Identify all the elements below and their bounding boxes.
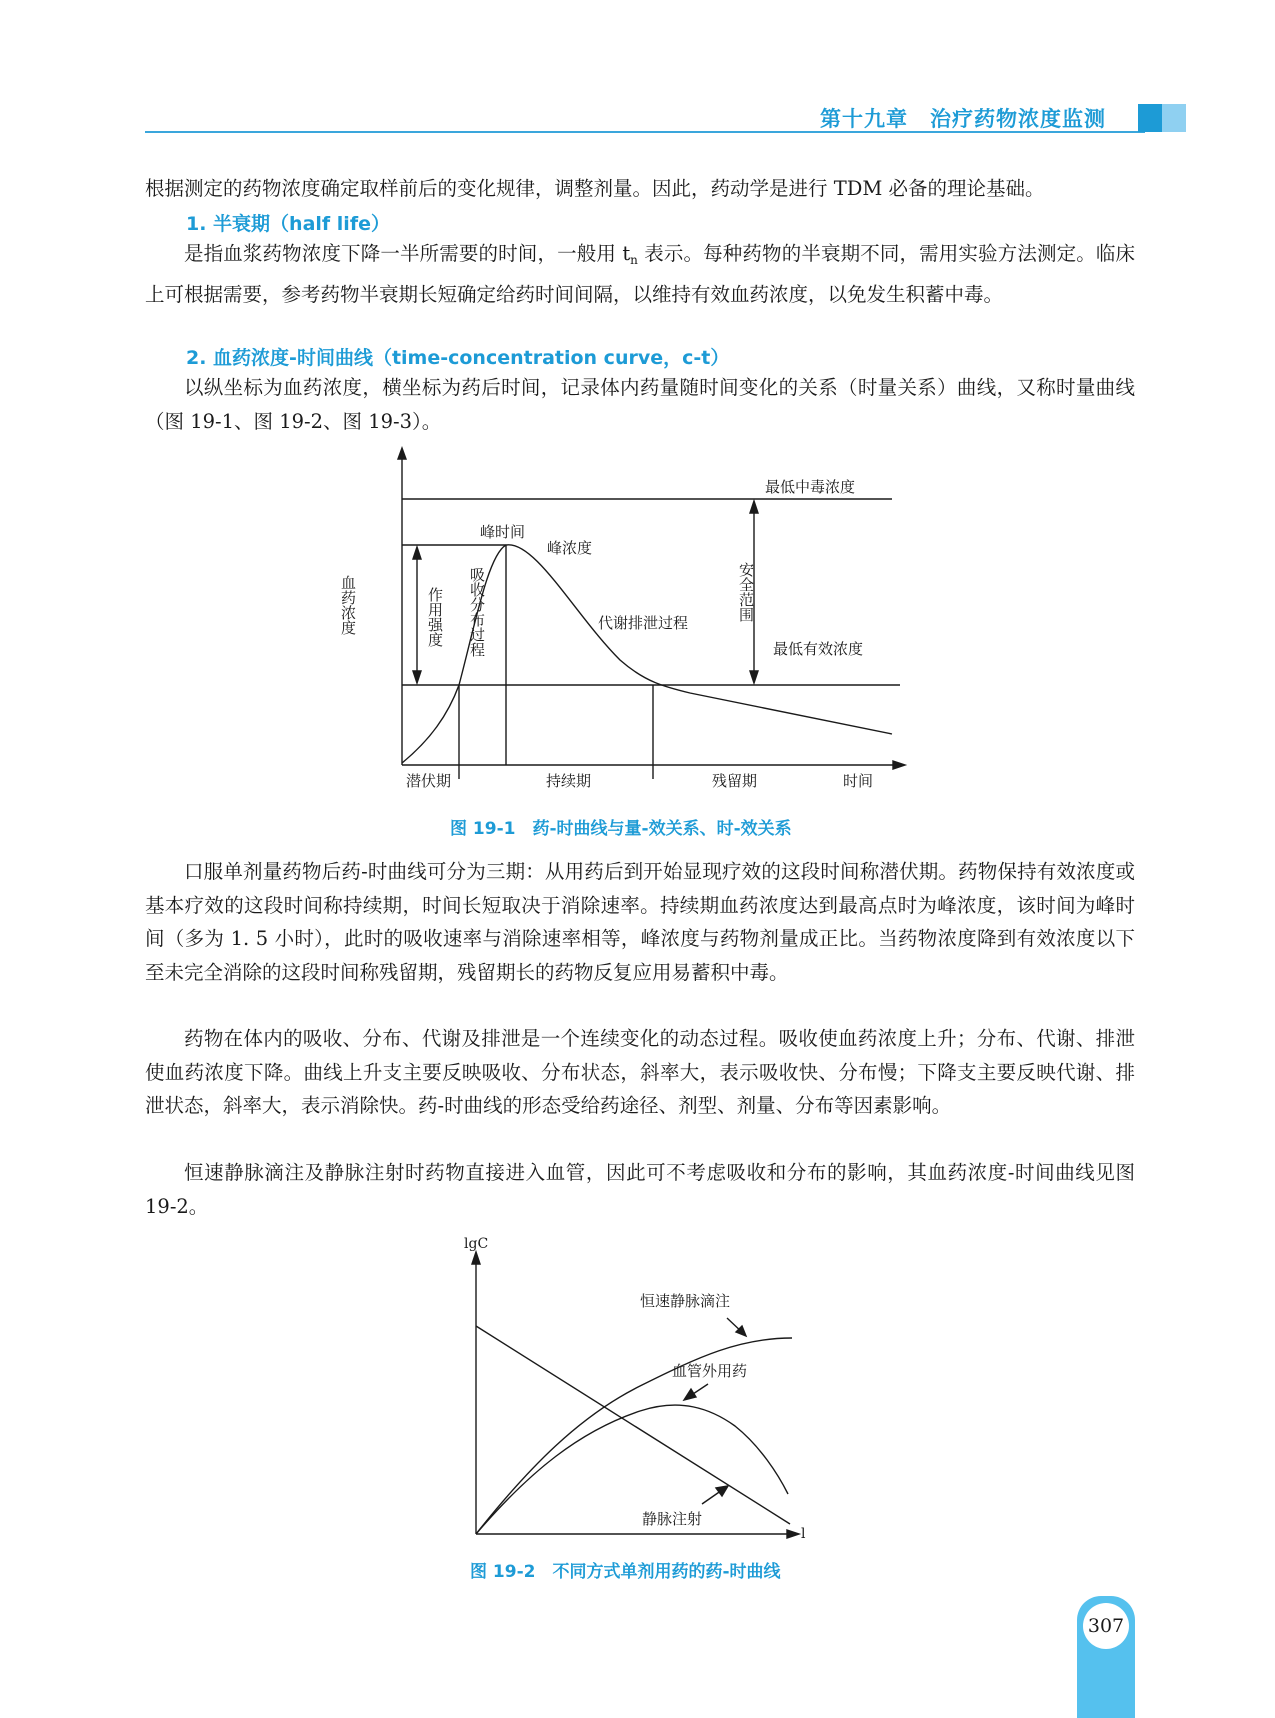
- fig2-extravascular-label: 血管外用药: [672, 1362, 748, 1380]
- fig1-peak-conc-label: 峰浓度: [547, 539, 593, 557]
- half-life-text-b: 表示。每种药物的半衰期不同，需用实验方法测定。临床上可根据需要，参考药物半衰期长短确定给药时间间隔，以维持有效血药浓度，以免发生积蓄中毒。: [145, 242, 1135, 306]
- header-rule: [145, 131, 1145, 133]
- fig2-y-arrow: [472, 1252, 480, 1264]
- figure-19-2: [440, 1226, 830, 1546]
- fig2-iv-injection-line: [476, 1326, 790, 1524]
- fig2-xlabel: l: [801, 1526, 806, 1542]
- fig2-extravascular-pointer-head: [684, 1389, 696, 1400]
- fig2-ylabel: lgC: [464, 1236, 489, 1252]
- fig1-latent-label: 潜伏期: [406, 772, 452, 790]
- fig1-duration-label: 持续期: [546, 772, 592, 790]
- fig1-min-toxic-label: 最低中毒浓度: [765, 478, 856, 496]
- fig2-x-arrow: [787, 1530, 799, 1538]
- fig1-min-effective-label: 最低有效浓度: [773, 640, 864, 658]
- paragraph-iv-infusion: 恒速静脉滴注及静脉注射时药物直接进入血管，因此可不考虑吸收和分布的影响，其血药浓度-时间曲线见图 19-2。: [145, 1161, 1135, 1218]
- fig1-peak-time-label: 峰时间: [480, 523, 526, 541]
- fig1-xlabel: 时间: [843, 772, 874, 790]
- fig1-intensity-arrow-top: [413, 547, 421, 559]
- fig1-intensity-label: 作用强度: [426, 587, 444, 647]
- paragraph-curve-intro: 以纵坐标为血药浓度，横坐标为药后时间，记录体内药量随时间变化的关系（时量关系）曲线，又称时量曲线（图 19-1、图 19-2、图 19-3）。: [145, 376, 1135, 433]
- heading-half-life: 1. 半衰期（half life）: [186, 213, 390, 235]
- figure-19-2-caption: 图 19-2 不同方式单剂用药的药-时曲线: [470, 1562, 781, 1582]
- half-life-subscript: n: [630, 253, 638, 267]
- header-accent-dark: [1138, 104, 1162, 132]
- fig1-safety-label: 安全范围: [737, 562, 755, 622]
- fig1-absorption-label: 吸收分布过程: [468, 567, 486, 657]
- chapter-title: 第十九章 治疗药物浓度监测: [820, 107, 1106, 131]
- fig1-y-arrow: [398, 448, 406, 459]
- fig2-iv-pointer-head: [716, 1486, 728, 1496]
- fig1-intensity-arrow-bottom: [413, 671, 421, 683]
- figure-19-1-caption: 图 19-1 药-时曲线与量-效关系、时-效关系: [450, 819, 792, 839]
- fig1-safety-arrow-top: [750, 501, 758, 513]
- half-life-text-a: 是指血浆药物浓度下降一半所需要的时间，一般用 t: [184, 242, 631, 265]
- fig1-metabolism-label: 代谢排泄过程: [598, 614, 689, 632]
- paragraph-half-life: [145, 237, 1135, 311]
- figure-19-1: [339, 445, 920, 805]
- paragraph-dynamic-process: 药物在体内的吸收、分布、代谢及排泄是一个连续变化的动态过程。吸收使血药浓度上升；分布、代谢、排泄使血药浓度下降。曲线上升支主要反映吸收、分布状态，斜率大，表示吸收快、分布慢；下降支主要反映代谢、排泄状态，斜率大，表示消除快。药-时曲线的形态受给药途径、剂型、剂量、分布等因素影响。: [145, 1027, 1135, 1117]
- fig1-ylabel: 血药浓度: [339, 575, 357, 635]
- paragraph-1: 根据测定的药物浓度确定取样前后的变化规律，调整剂量。因此，药动学是进行 TDM 必备的理论基础。: [145, 177, 1045, 200]
- fig2-iv-injection-label: 静脉注射: [642, 1510, 703, 1528]
- fig1-x-arrow: [893, 761, 905, 769]
- fig1-residual-label: 残留期: [712, 772, 758, 790]
- page-number: 307: [1083, 1603, 1129, 1649]
- fig1-safety-arrow-bottom: [750, 671, 758, 683]
- fig2-infusion-label: 恒速静脉滴注: [640, 1292, 731, 1310]
- header-accent-light: [1162, 104, 1186, 132]
- heading-concentration-curve: 2. 血药浓度-时间曲线（time-concentration curve，c-t）: [186, 347, 730, 369]
- paragraph-three-phases: 口服单剂量药物后药-时曲线可分为三期：从用药后到开始显现疗效的这段时间称潜伏期。药物保持有效浓度或基本疗效的这段时间称持续期，时间长短取决于消除速率。持续期血药浓度达到最高点时为峰浓度，该时间为峰时间（多为 1. 5 小时），此时的吸收速率与消除速率相等，峰浓度与药物剂量成正比。当药物浓度降到有效浓度以下至未完全消除的这段时间称残留期，残留期长的药物反复应用易蓄积中毒。: [145, 860, 1135, 984]
